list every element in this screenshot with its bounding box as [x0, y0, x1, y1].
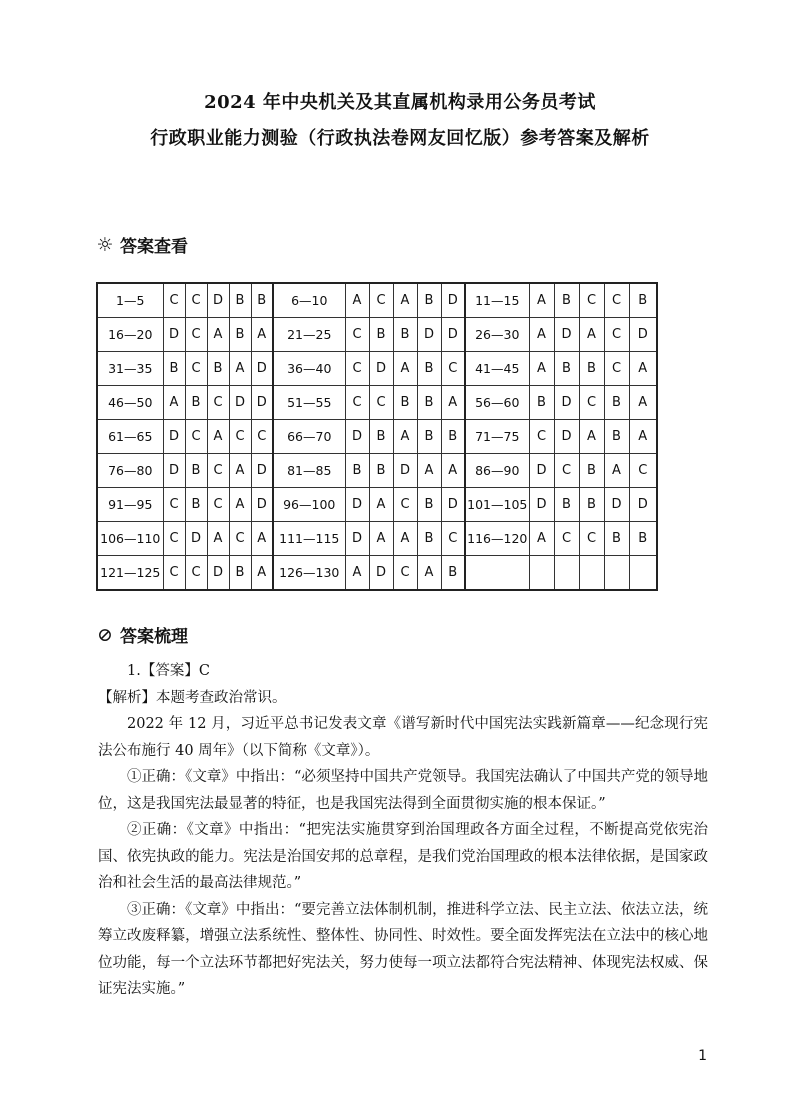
answer-cell: C — [207, 488, 229, 522]
question-range: 56—60 — [465, 386, 529, 420]
answer-cell — [554, 556, 579, 591]
question-range: 31—35 — [97, 352, 163, 386]
answer-cell: D — [163, 318, 185, 352]
answer-cell: A — [393, 283, 417, 318]
question-range: 126—130 — [273, 556, 345, 591]
answer-cell: B — [579, 454, 604, 488]
answer-cell: B — [629, 283, 657, 318]
answer-cell: B — [369, 454, 393, 488]
answer-cell: D — [393, 454, 417, 488]
question-range: 91—95 — [97, 488, 163, 522]
answer-cell: C — [163, 522, 185, 556]
answer-cell: D — [185, 522, 207, 556]
answer-cell: B — [229, 283, 251, 318]
answer-cell: A — [579, 318, 604, 352]
answer-cell: B — [251, 283, 273, 318]
analysis-content — [98, 658, 708, 1003]
answer-cell: C — [163, 488, 185, 522]
answer-cell: B — [417, 386, 441, 420]
answer-cell: C — [229, 420, 251, 454]
answer-cell: C — [185, 318, 207, 352]
answer-cell: A — [629, 352, 657, 386]
circle-pen-icon: ⊘ — [97, 623, 113, 646]
answer-cell: A — [251, 522, 273, 556]
answer-cell: A — [417, 556, 441, 591]
answer-cell: A — [529, 283, 554, 318]
answer-cell: C — [251, 420, 273, 454]
question-range: 36—40 — [273, 352, 345, 386]
answer-cell: C — [185, 556, 207, 591]
answer-cell: B — [417, 420, 441, 454]
answer-cell: C — [185, 283, 207, 318]
answer-cell: D — [229, 386, 251, 420]
answer-cell: B — [579, 352, 604, 386]
answer-cell: D — [441, 318, 465, 352]
answer-table-row — [97, 454, 657, 488]
question-range: 96—100 — [273, 488, 345, 522]
answer-cell: B — [554, 352, 579, 386]
answer-cell: C — [604, 318, 629, 352]
answer-section-heading — [96, 232, 188, 257]
analysis-paragraph: 2022 年 12 月，习近平总书记发表文章《谱写新时代中国宪法实践新篇章——纪念现行宪法公布施行 40 周年》（以下简称《文章》）。 — [98, 716, 708, 759]
answer-table-row — [97, 283, 657, 318]
answer-cell: C — [369, 386, 393, 420]
answer-cell: B — [417, 283, 441, 318]
answer-cell: D — [604, 488, 629, 522]
explanation-label: 【解析】本题考查政治常识。 — [98, 689, 287, 706]
answer-cell: B — [417, 352, 441, 386]
answer-table — [96, 282, 658, 591]
answer-cell: D — [163, 454, 185, 488]
answer-cell: B — [417, 488, 441, 522]
question-range: 51—55 — [273, 386, 345, 420]
answer-cell: B — [554, 488, 579, 522]
answer-cell: A — [529, 352, 554, 386]
answer-cell: A — [579, 420, 604, 454]
answer-cell: B — [229, 318, 251, 352]
analysis-paragraph: ②正确：《文章》中指出：“把宪法实施贯穿到治国理政各方面全过程，不断提高党依宪治国、依宪执政的能力。宪法是治国安邦的总章程，是我们党治国理政的根本法律依据，是国家政治和社会生活的最高法律规范。” — [98, 822, 708, 891]
answer-cell: B — [604, 386, 629, 420]
answer-cell: D — [554, 420, 579, 454]
answer-cell: D — [417, 318, 441, 352]
answer-cell: B — [393, 318, 417, 352]
answer-cell: C — [185, 352, 207, 386]
answer-cell: A — [441, 454, 465, 488]
answer-cell: D — [441, 283, 465, 318]
answer-cell: A — [345, 283, 369, 318]
answer-cell: C — [441, 522, 465, 556]
answer-cell: C — [554, 522, 579, 556]
answer-cell: A — [529, 318, 554, 352]
question-range: 16—20 — [97, 318, 163, 352]
answer-table-row — [97, 488, 657, 522]
answer-cell: D — [345, 488, 369, 522]
answer-cell: C — [345, 318, 369, 352]
answer-cell: D — [163, 420, 185, 454]
question-range: 81—85 — [273, 454, 345, 488]
answer-cell: D — [251, 352, 273, 386]
answer-section-title: 答案查看 — [120, 237, 188, 257]
question-range: 41—45 — [465, 352, 529, 386]
answer-cell: A — [369, 488, 393, 522]
question-range: 1—5 — [97, 283, 163, 318]
answer-cell: A — [393, 522, 417, 556]
analysis-paragraph: ③正确：《文章》中指出：“要完善立法体制机制，推进科学立法、民主立法、依法立法，统筹立改废释纂，增强立法系统性、整体性、协同性、时效性。要全面发挥宪法在立法中的核心地位功能，每一个立法环节都把好宪法关，努力使每一项立法都符合宪法精神、体现宪法权威、保证宪法实施。” — [98, 901, 708, 997]
answer-cell: B — [604, 522, 629, 556]
question-range: 6—10 — [273, 283, 345, 318]
answer-label: 1.【答案】C — [127, 663, 210, 679]
answer-cell: A — [229, 488, 251, 522]
answer-cell: B — [554, 283, 579, 318]
answer-cell: A — [229, 454, 251, 488]
answer-cell: A — [207, 522, 229, 556]
analysis-section-title: 答案梳理 — [120, 627, 188, 647]
analysis-section-heading — [96, 622, 188, 647]
page-number: 1 — [698, 1048, 707, 1064]
question-range: 111—115 — [273, 522, 345, 556]
question-range: 11—15 — [465, 283, 529, 318]
answer-cell: D — [345, 420, 369, 454]
answer-cell: A — [251, 318, 273, 352]
answer-cell: A — [207, 318, 229, 352]
answer-cell: D — [345, 522, 369, 556]
question-range: 66—70 — [273, 420, 345, 454]
answer-cell: B — [441, 420, 465, 454]
answer-cell: C — [163, 556, 185, 591]
answer-cell: B — [579, 488, 604, 522]
answer-table-row — [97, 556, 657, 591]
question-range: 71—75 — [465, 420, 529, 454]
question-range: 21—25 — [273, 318, 345, 352]
answer-cell: C — [554, 454, 579, 488]
answer-cell: A — [229, 352, 251, 386]
answer-cell: D — [251, 488, 273, 522]
answer-cell: C — [529, 420, 554, 454]
answer-cell: D — [207, 283, 229, 318]
answer-cell: D — [629, 488, 657, 522]
answer-cell: D — [251, 454, 273, 488]
answer-cell: D — [554, 318, 579, 352]
question-range: 46—50 — [97, 386, 163, 420]
answer-cell: B — [185, 488, 207, 522]
answer-cell: A — [604, 454, 629, 488]
question-range: 101—105 — [465, 488, 529, 522]
answer-cell: C — [207, 386, 229, 420]
answer-cell: B — [441, 556, 465, 591]
answer-cell: C — [579, 522, 604, 556]
answer-cell: C — [441, 352, 465, 386]
answer-cell: C — [393, 488, 417, 522]
answer-cell: D — [529, 454, 554, 488]
page-title: 2024 年中央机关及其直属机构录用公务员考试 — [204, 92, 596, 113]
answer-cell: A — [163, 386, 185, 420]
answer-table-row — [97, 386, 657, 420]
page-subtitle: 行政职业能力测验（行政执法卷网友回忆版）参考答案及解析 — [150, 128, 650, 149]
answer-cell: B — [393, 386, 417, 420]
answer-table-row — [97, 522, 657, 556]
answer-cell: B — [207, 352, 229, 386]
question-range: 61—65 — [97, 420, 163, 454]
answer-cell: A — [207, 420, 229, 454]
answer-cell: C — [207, 454, 229, 488]
answer-cell: D — [369, 352, 393, 386]
answer-cell: A — [393, 420, 417, 454]
question-range: 26—30 — [465, 318, 529, 352]
answer-cell — [629, 556, 657, 591]
answer-cell: B — [163, 352, 185, 386]
answer-cell — [579, 556, 604, 591]
answer-cell: D — [529, 488, 554, 522]
answer-cell: C — [579, 283, 604, 318]
answer-cell: C — [629, 454, 657, 488]
answer-cell: B — [185, 386, 207, 420]
answer-cell: B — [185, 454, 207, 488]
answer-cell: B — [369, 420, 393, 454]
answer-table-row — [97, 352, 657, 386]
answer-cell: B — [345, 454, 369, 488]
answer-cell: C — [579, 386, 604, 420]
answer-table-row — [97, 420, 657, 454]
answer-cell: B — [629, 522, 657, 556]
answer-cell — [604, 556, 629, 591]
question-range: 121—125 — [97, 556, 163, 591]
answer-cell: C — [345, 386, 369, 420]
answer-cell — [529, 556, 554, 591]
answer-cell: D — [554, 386, 579, 420]
question-range: 76—80 — [97, 454, 163, 488]
answer-cell: B — [529, 386, 554, 420]
answer-cell: A — [629, 420, 657, 454]
analysis-paragraph: ①正确：《文章》中指出：“必须坚持中国共产党领导。我国宪法确认了中国共产党的领导地位，这是我国宪法最显著的特征，也是我国宪法得到全面贯彻实施的根本保证。” — [98, 769, 708, 812]
answer-cell: C — [393, 556, 417, 591]
answer-cell: A — [529, 522, 554, 556]
answer-cell: A — [441, 386, 465, 420]
answer-cell: A — [369, 522, 393, 556]
answer-cell: C — [604, 352, 629, 386]
answer-cell: D — [251, 386, 273, 420]
answer-cell: B — [369, 318, 393, 352]
answer-cell: B — [229, 556, 251, 591]
question-range — [465, 556, 529, 591]
sun-icon: ☼ — [96, 233, 114, 256]
answer-cell: B — [417, 522, 441, 556]
answer-cell: C — [185, 420, 207, 454]
answer-table-row — [97, 318, 657, 352]
answer-cell: A — [417, 454, 441, 488]
answer-cell: C — [345, 352, 369, 386]
answer-cell: A — [393, 352, 417, 386]
answer-cell: C — [369, 283, 393, 318]
question-range: 116—120 — [465, 522, 529, 556]
answer-cell: A — [629, 386, 657, 420]
answer-cell: D — [441, 488, 465, 522]
answer-cell: D — [629, 318, 657, 352]
answer-cell: D — [369, 556, 393, 591]
answer-cell: B — [604, 420, 629, 454]
answer-cell: C — [163, 283, 185, 318]
answer-cell: C — [604, 283, 629, 318]
answer-cell: A — [251, 556, 273, 591]
question-range: 106—110 — [97, 522, 163, 556]
answer-cell: A — [345, 556, 369, 591]
answer-cell: D — [207, 556, 229, 591]
question-range: 86—90 — [465, 454, 529, 488]
answer-cell: C — [229, 522, 251, 556]
